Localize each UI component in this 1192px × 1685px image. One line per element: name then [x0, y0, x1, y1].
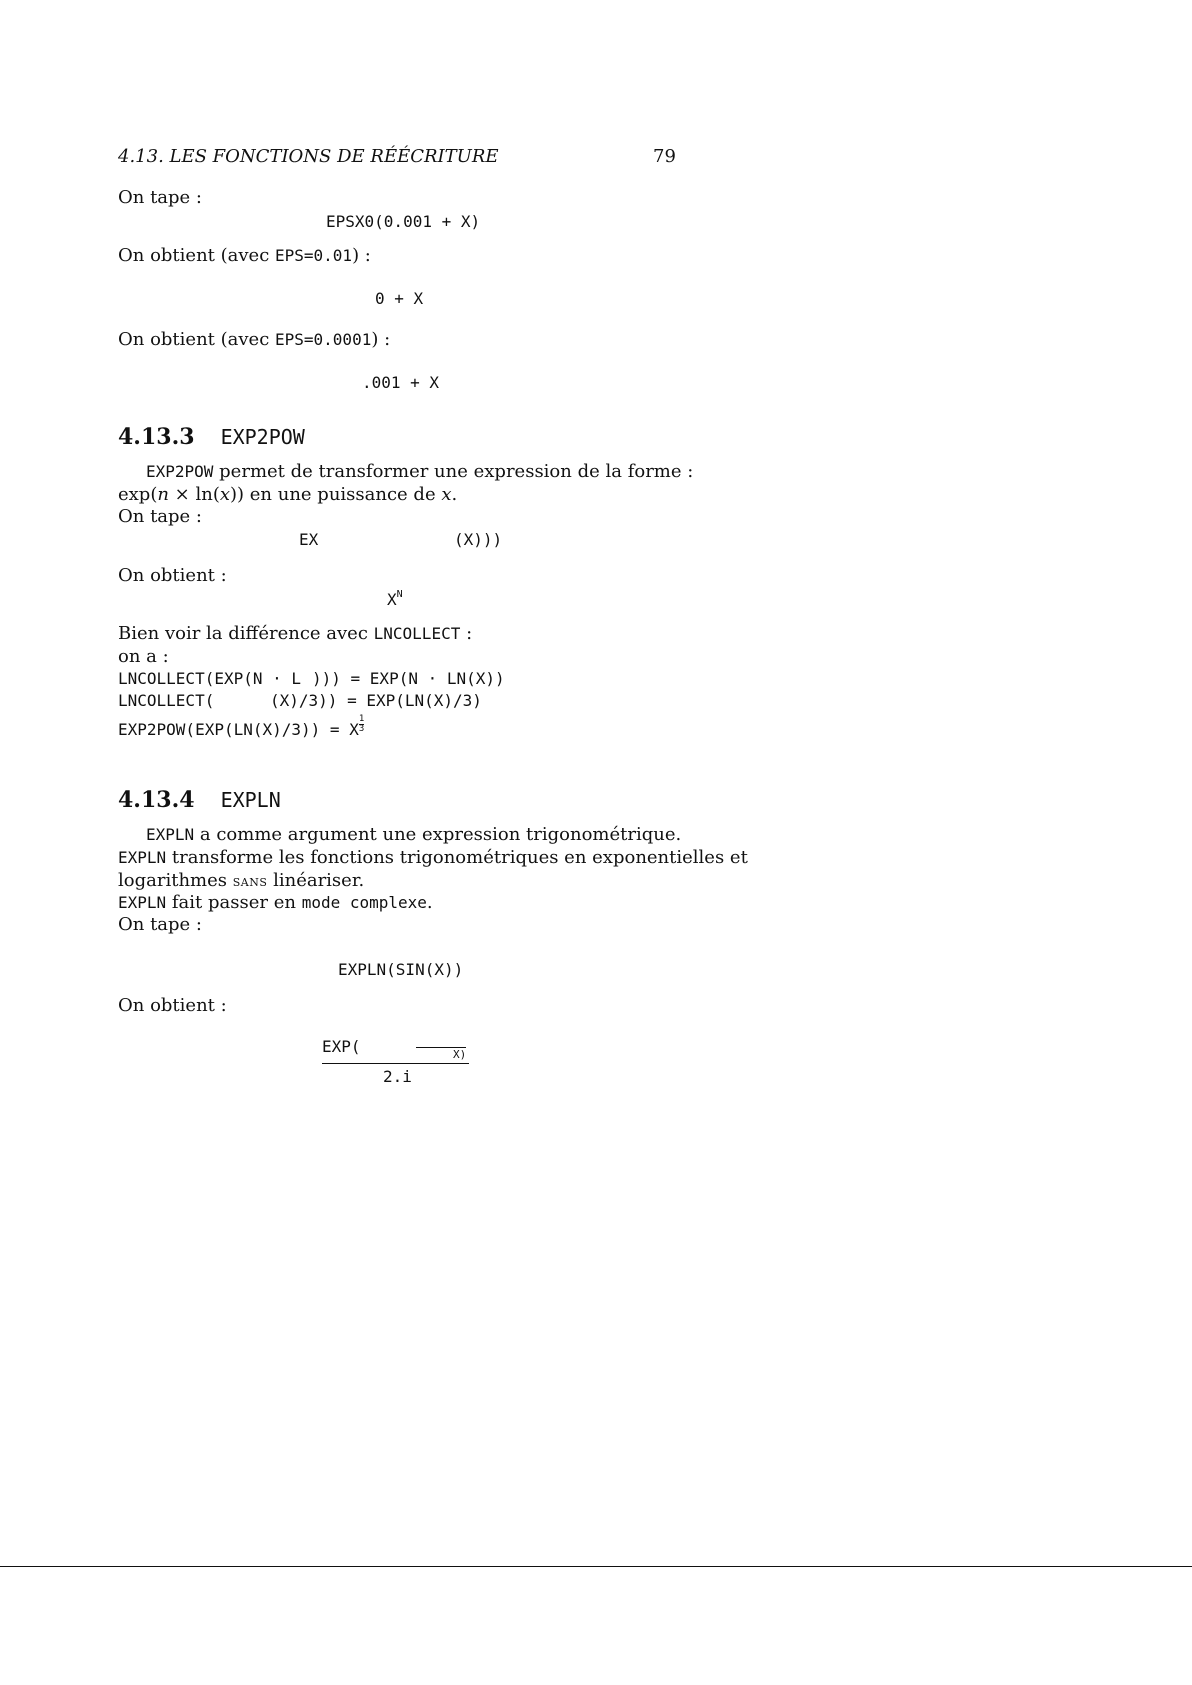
fraction-one-third: $\frac{1}{3}$ — [358, 714, 365, 734]
result-1: 0 + X — [375, 289, 424, 308]
paragraph-on-tape: On tape : — [118, 914, 202, 935]
paragraph-on-a: on a : — [118, 646, 169, 667]
paragraph-difference: Bien voir la différence avec LNCOLLECT : — [118, 623, 473, 644]
lncollect-line-1b: ))) = EXP(N · LN(X)) — [312, 669, 505, 688]
code-exp2pow-left: EX — [299, 530, 319, 549]
result-power: $X^N$ — [387, 589, 403, 609]
expln-line-3: logarithmes sans linéariser. — [118, 870, 365, 891]
section-title: EXP2POW — [220, 425, 305, 449]
section-number: 4.13.3 — [118, 424, 195, 450]
code-exp2pow-right: (X))) — [454, 530, 503, 549]
fraction-denominator: 2.i — [383, 1067, 412, 1086]
section-title: EXPLN — [220, 788, 281, 812]
paragraph-obtient-eps1: On obtient (avec EPS=0.01) : — [118, 245, 371, 266]
result-2: .001 + X — [362, 373, 440, 392]
page-bottom-rule — [0, 1566, 1192, 1567]
code-expln: EXPLN(SIN(X)) — [338, 960, 464, 979]
code-eps-value: EPS=0.0001 — [275, 330, 372, 349]
exp2pow-formula-line: exp(n × ln(x)) en une puissance de x. — [118, 484, 458, 505]
page-number: 79 — [653, 146, 676, 167]
expln-intro: EXPLN a comme argument une expression trigonométrique. — [146, 824, 682, 845]
lncollect-line-2b: (X)/3)) = EXP(LN(X)/3) — [270, 691, 482, 710]
code-epsx0: EPSX0(0.001 + X) — [326, 212, 481, 231]
expln-line-4: EXPLN fait passer en mode complexe. — [118, 892, 433, 913]
fraction-numerator-small: X) — [453, 1048, 467, 1061]
paragraph-on-obtient: On obtient : — [118, 995, 227, 1016]
section-number: 4.13.4 — [118, 787, 195, 813]
section-heading-expln — [118, 789, 281, 811]
exp2pow-line-3: EXP2POW(EXP(LN(X)/3)) = X $\frac{1}{3}$ — [118, 714, 365, 739]
exp2pow-intro: EXP2POW permet de transformer une expression de la forme : — [146, 461, 694, 482]
fraction-numerator-left: EXP( — [322, 1037, 361, 1056]
paragraph-on-obtient: On obtient : — [118, 565, 227, 586]
fraction-bar — [322, 1063, 469, 1064]
expln-line-2: EXPLN transforme les fonctions trigonométriques en exponentielles et — [118, 847, 748, 868]
running-title: 4.13. LES FONCTIONS DE RÉÉCRITURE — [118, 146, 499, 167]
paragraph-on-tape: On tape : — [118, 187, 202, 208]
lncollect-line-2a: LNCOLLECT( — [118, 691, 215, 710]
code-eps-value: EPS=0.01 — [275, 246, 353, 265]
lncollect-line-1a: LNCOLLECT(EXP(N · L — [118, 669, 302, 688]
paragraph-on-tape: On tape : — [118, 506, 202, 527]
section-heading-exp2pow — [118, 426, 305, 448]
paragraph-obtient-eps2: On obtient (avec EPS=0.0001) : — [118, 329, 391, 350]
